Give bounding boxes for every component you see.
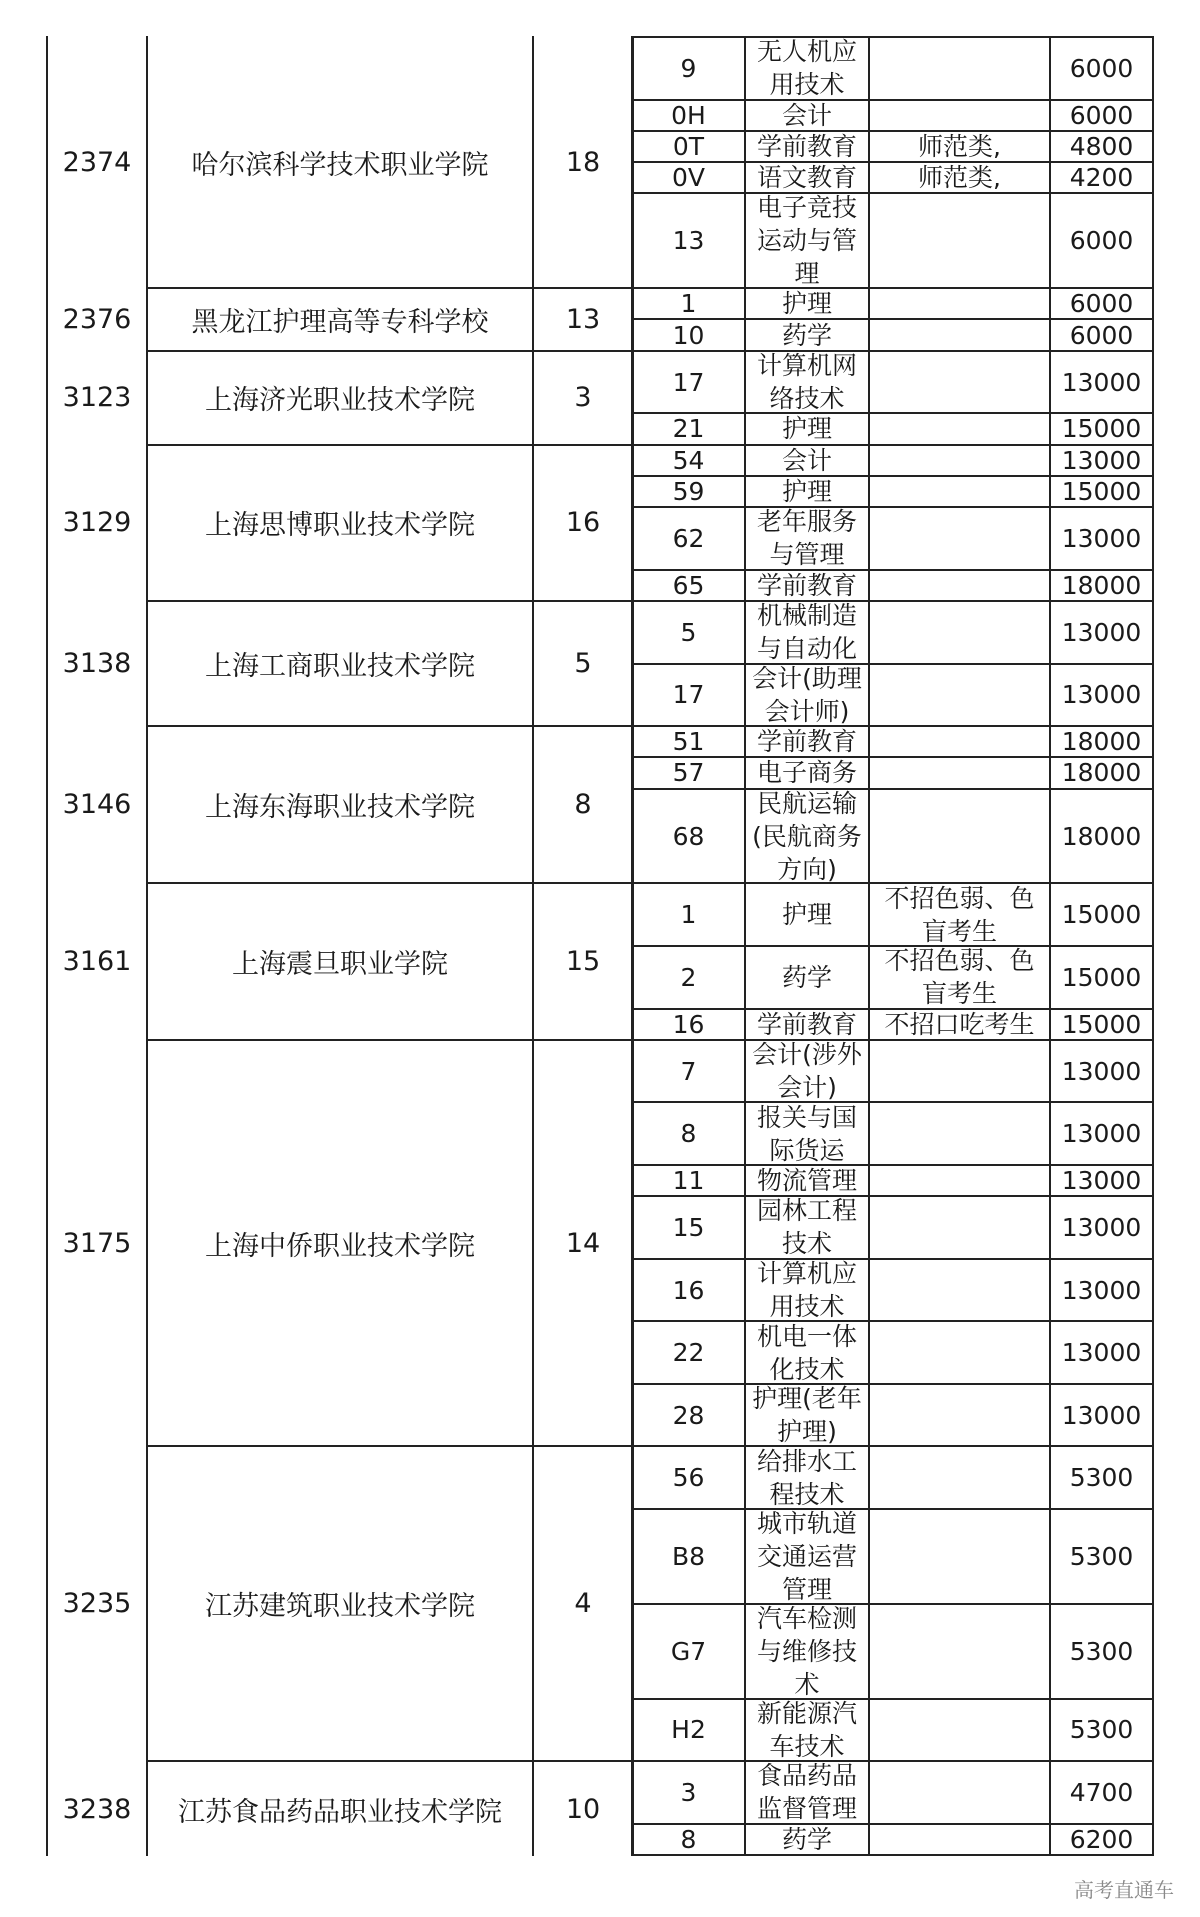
tuition-fee: 4200: [1069, 163, 1134, 193]
tuition-fee: 15000: [1061, 477, 1142, 506]
plan-count: 14: [565, 1227, 601, 1259]
major-name: 护理: [781, 289, 832, 319]
major-note: 师范类,: [918, 131, 1001, 161]
school-name: 上海工商职业技术学院: [205, 651, 475, 682]
major-code: 51: [672, 727, 705, 757]
table-bottom-border: [631, 1854, 1154, 1856]
tuition-fee: 18000: [1061, 570, 1142, 600]
major-note: [870, 101, 1049, 130]
major-name: 学前教育: [756, 727, 857, 757]
tuition-fee: 13000: [1061, 445, 1142, 475]
tuition-fee: 15000: [1061, 414, 1142, 444]
school-name: 黑龙江护理高等专科学校: [191, 306, 489, 338]
major-name: 计算机应 用技术: [756, 1259, 857, 1321]
major-note: [870, 665, 1049, 726]
major-name: 学前教育: [756, 131, 857, 161]
major-code: 57: [672, 758, 705, 788]
column-divider: [868, 36, 870, 1856]
major-code: 16: [672, 1275, 705, 1305]
tuition-fee: 13000: [1061, 680, 1142, 710]
major-note: [870, 1103, 1049, 1164]
major-note: 不招口吃考生: [884, 1009, 1035, 1039]
major-code: 59: [672, 477, 705, 506]
major-note: [870, 446, 1049, 475]
major-name: 会计(涉外 会计): [752, 1040, 862, 1102]
major-note: [870, 602, 1049, 663]
tuition-fee: 18000: [1061, 758, 1142, 788]
major-note: [870, 508, 1049, 569]
plan-count: 16: [565, 507, 601, 539]
major-name: 机电一体 化技术: [756, 1322, 857, 1383]
plan-count: 3: [574, 382, 592, 414]
major-code: 3: [680, 1777, 697, 1807]
major-code: 13: [672, 226, 705, 256]
major-note: [870, 571, 1049, 600]
major-code: 17: [672, 367, 705, 397]
major-name: 药学: [781, 1824, 832, 1854]
major-name: 电子商务: [756, 758, 857, 788]
school-code: 3123: [62, 382, 132, 414]
major-note: 师范类,: [918, 163, 1001, 193]
major-name: 会计: [781, 445, 832, 475]
tuition-fee: 13000: [1061, 1338, 1142, 1368]
school-name: 哈尔滨科学技术职业学院: [191, 150, 489, 182]
tuition-fee: 6000: [1069, 53, 1134, 83]
major-name: 会计: [781, 100, 832, 130]
major-code: 16: [672, 1009, 705, 1039]
plan-count: 13: [565, 303, 601, 335]
school-name: 上海东海职业技术学院: [205, 792, 475, 824]
major-name: 给排水工 程技术: [756, 1447, 857, 1508]
major-code: 11: [672, 1166, 705, 1196]
tuition-fee: 18000: [1061, 821, 1142, 851]
major-note: [870, 1447, 1049, 1508]
school-code: 3146: [62, 789, 132, 821]
tuition-fee: 13000: [1061, 1212, 1142, 1242]
major-code: 56: [672, 1463, 705, 1493]
major-note: [870, 727, 1049, 756]
major-note: [870, 320, 1049, 349]
major-name: 无人机应 用技术: [756, 38, 857, 99]
school-code: 3238: [62, 1793, 132, 1825]
major-note: 不招色弱、色 盲考生: [884, 947, 1035, 1008]
school-code: 3129: [62, 507, 132, 539]
tuition-fee: 6000: [1069, 320, 1134, 350]
major-note: [870, 352, 1049, 413]
major-code: 28: [672, 1400, 705, 1430]
major-note: [870, 790, 1049, 883]
major-name: 机械制造 与自动化: [756, 601, 857, 663]
major-code: 22: [672, 1338, 705, 1368]
school-name: 上海思博职业技术学院: [205, 510, 475, 542]
major-name: 护理: [781, 414, 832, 444]
major-name: 药学: [781, 962, 832, 992]
major-code: 65: [672, 570, 705, 600]
major-name: 计算机网 络技术: [756, 351, 857, 413]
major-note: [870, 1762, 1049, 1823]
school-name: 江苏食品药品职业技术学院: [178, 1796, 502, 1828]
major-code: 2: [680, 962, 697, 992]
major-name: 民航运输 (民航商务 方向): [752, 789, 862, 883]
major-name: 报关与国 际货运: [756, 1103, 857, 1164]
tuition-fee: 6200: [1069, 1824, 1134, 1854]
column-divider: [1049, 36, 1051, 1856]
tuition-fee: 5300: [1069, 1463, 1134, 1493]
school-name: 上海震旦职业学院: [232, 949, 448, 981]
major-code: H2: [671, 1715, 706, 1745]
major-note: [870, 1605, 1049, 1698]
major-note: [870, 414, 1049, 443]
major-code: 1: [680, 289, 697, 319]
major-note: [870, 1700, 1049, 1761]
major-code: 0V: [671, 163, 705, 193]
major-name: 会计(助理 会计师): [752, 664, 862, 726]
major-name: 语文教育: [756, 163, 857, 193]
major-note: [870, 477, 1049, 506]
major-note: [870, 1385, 1049, 1446]
major-name: 老年服务 与管理: [756, 508, 857, 569]
major-name: 新能源汽 车技术: [756, 1699, 857, 1761]
tuition-fee: 4700: [1069, 1777, 1134, 1807]
major-name: 园林工程 技术: [756, 1197, 857, 1258]
major-note: [870, 289, 1049, 318]
school-code: 2374: [62, 147, 132, 179]
major-note: [870, 1197, 1049, 1258]
major-code: 10: [672, 320, 705, 350]
major-code: 68: [672, 821, 705, 851]
major-code: 15: [672, 1212, 705, 1242]
tuition-fee: 13000: [1061, 617, 1142, 647]
plan-count: 18: [565, 147, 601, 179]
school-name: 上海济光职业技术学院: [205, 385, 475, 417]
tuition-fee: 6000: [1069, 226, 1134, 256]
major-code: 0H: [671, 100, 706, 130]
tuition-fee: 13000: [1061, 1400, 1142, 1430]
major-note: [870, 1825, 1049, 1854]
school-code: 3161: [62, 946, 132, 978]
tuition-fee: 5300: [1069, 1636, 1134, 1666]
plan-count: 10: [565, 1793, 601, 1825]
tuition-fee: 5300: [1069, 1541, 1134, 1571]
major-name: 城市轨道 交通运营 管理: [756, 1509, 857, 1603]
tuition-fee: 5300: [1069, 1715, 1134, 1745]
major-name: 护理: [781, 477, 832, 506]
major-name: 药学: [781, 320, 832, 350]
school-code: 3235: [62, 1588, 132, 1620]
column-divider: [744, 36, 746, 1856]
watermark-text: 高考直通车: [1074, 1878, 1174, 1902]
tuition-fee: 15000: [1061, 962, 1142, 992]
column-divider: [1152, 36, 1154, 1856]
major-code: 54: [672, 445, 705, 475]
major-code: 7: [680, 1056, 697, 1086]
major-code: 8: [680, 1824, 697, 1854]
major-name: 护理: [781, 900, 832, 930]
tuition-fee: 13000: [1061, 1119, 1142, 1149]
major-code: 62: [672, 523, 705, 553]
tuition-fee: 13000: [1061, 523, 1142, 553]
major-code: 5: [680, 617, 697, 647]
major-name: 汽车检测 与维修技 术: [756, 1604, 857, 1698]
plan-count: 5: [574, 648, 592, 679]
tuition-fee: 13000: [1061, 1275, 1142, 1305]
major-code: 1: [680, 900, 697, 930]
major-note: [870, 1510, 1049, 1603]
plan-count: 8: [574, 789, 592, 821]
column-divider: [632, 36, 634, 1856]
tuition-fee: 15000: [1061, 1009, 1142, 1039]
major-note: [870, 1322, 1049, 1383]
tuition-fee: 13000: [1061, 1166, 1142, 1196]
tuition-fee: 6000: [1069, 289, 1134, 319]
school-code: 2376: [62, 303, 132, 335]
major-name: 学前教育: [756, 1009, 857, 1039]
major-code: 8: [680, 1119, 697, 1149]
major-name: 电子竞技 运动与管 理: [756, 194, 857, 288]
major-code: G7: [670, 1636, 707, 1666]
major-note: 不招色弱、色 盲考生: [884, 884, 1035, 945]
major-note: [870, 38, 1049, 99]
major-code: B8: [671, 1541, 706, 1571]
tuition-fee: 13000: [1061, 1056, 1142, 1086]
tuition-fee: 6000: [1069, 100, 1134, 130]
major-name: 学前教育: [756, 570, 857, 600]
major-name: 护理(老年 护理): [752, 1384, 862, 1446]
major-note: [870, 758, 1049, 787]
tuition-fee: 15000: [1061, 900, 1142, 930]
major-code: 0T: [672, 131, 705, 161]
tuition-fee: 4800: [1069, 131, 1134, 161]
major-code: 21: [672, 414, 705, 444]
plan-count: 4: [574, 1588, 592, 1620]
plan-count: 15: [565, 946, 601, 978]
major-name: 食品药品 监督管理: [756, 1762, 857, 1823]
major-code: 17: [672, 680, 705, 710]
school-code: 3175: [62, 1227, 132, 1259]
major-note: [870, 194, 1049, 287]
school-code: 3138: [62, 648, 132, 679]
school-name: 江苏建筑职业技术学院: [205, 1591, 475, 1623]
school-name: 上海中侨职业技术学院: [205, 1230, 475, 1262]
tuition-fee: 13000: [1061, 367, 1142, 397]
major-code: 9: [680, 53, 697, 83]
major-note: [870, 1166, 1049, 1195]
major-note: [870, 1041, 1049, 1102]
major-name: 物流管理: [756, 1166, 857, 1196]
tuition-fee: 18000: [1061, 727, 1142, 757]
major-note: [870, 1260, 1049, 1321]
